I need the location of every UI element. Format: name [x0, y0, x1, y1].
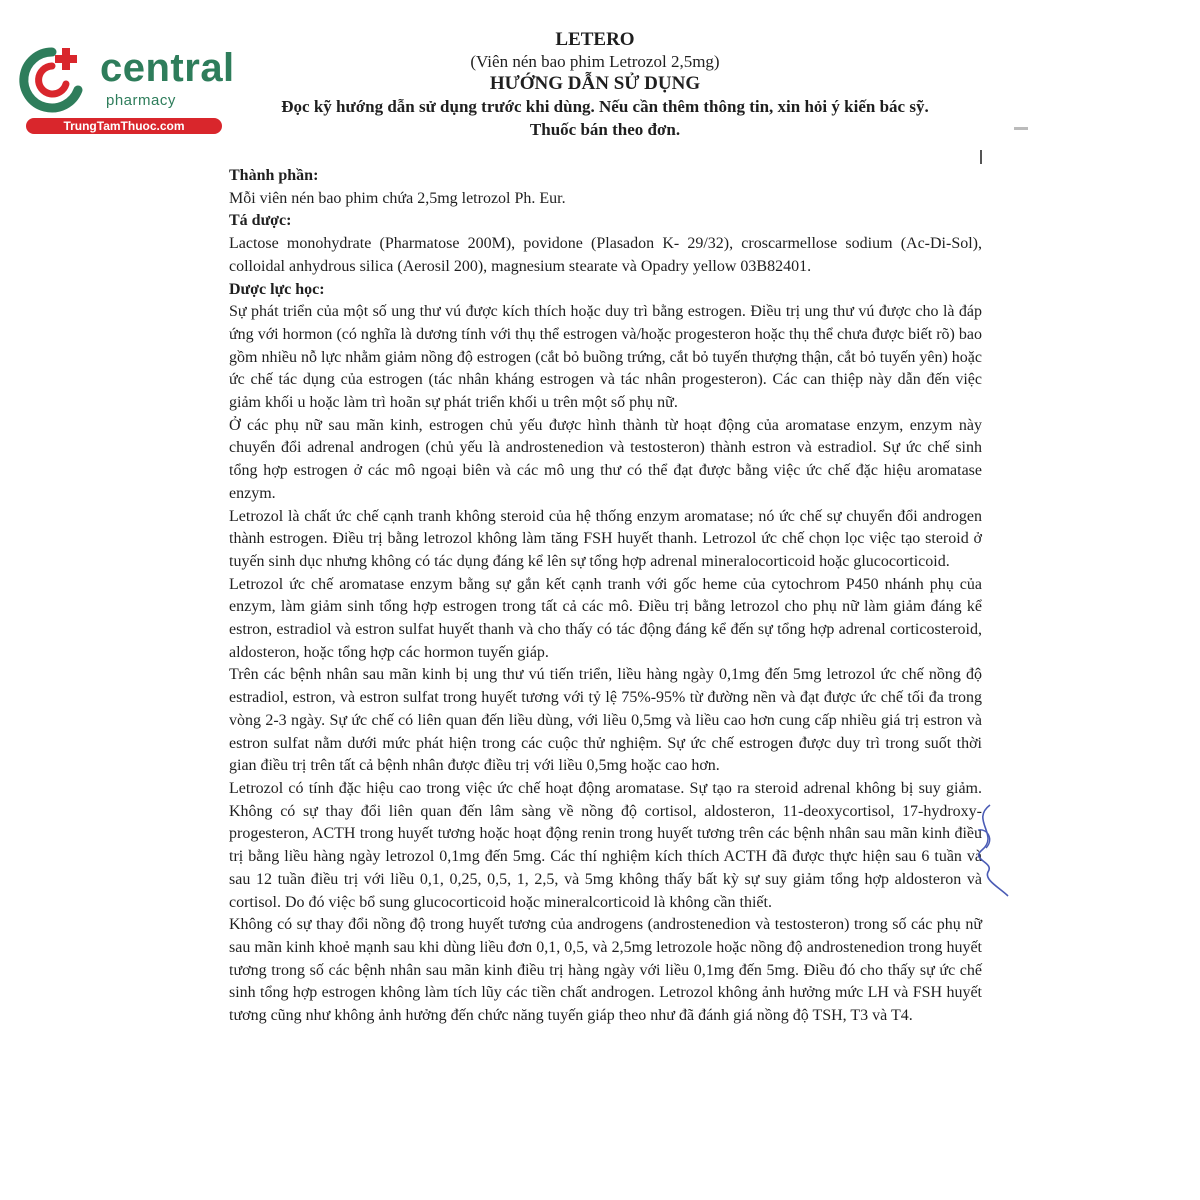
pharmacodynamics-heading: Dược lực học: — [229, 280, 325, 298]
document-header — [0, 28, 1200, 141]
excipients-heading: Tá dược: — [229, 212, 292, 230]
signature-mark — [960, 800, 1010, 910]
product-subtitle: (Viên nén bao phim Letrozol 2,5mg) — [470, 52, 720, 71]
paragraph: Letrozol là chất ức chế cạnh tranh không steroid của hệ thống enzym aromatase; nó ức chế sự chuyển đổi androgen thành estrogen. Điều trị bằng letrozol không làm tăng FSH huyết thanh. Letrozol ức chế chọn lọc việc tạo steroid ở tuyến sinh dục nhưng không có tác dụng đáng kể lên sự tổng hợp adrenal mineralocorticoid hoặc glucocorticoid. — [229, 507, 982, 570]
paragraph: Sự phát triển của một số ung thư vú được kích thích hoặc duy trì bằng estrogen. Điều trị ung thư vú được cho là đáp ứng với hormon (có nghĩa là dương tính với thụ thể estrogen và/hoặc progesteron hoặc thụ thể chưa được biết rõ) bao gồm nhiều nỗ lực nhằm giảm nồng độ estrogen (cắt bỏ buồng trứng, cắt bỏ tuyến thượng thận, cắt bỏ tuyến yên) hoặc ức chế tác dụng của estrogen (tác nhân kháng estrogen và tác nhân progesteron). Các can thiệp này dẫn đến việc giảm khối u hoặc làm trì hoãn sự phát triển khối u trên một số phụ nữ. — [229, 303, 982, 412]
excipients-text: Lactose monohydrate (Pharmatose 200M), povidone (Plasadon K- 29/32), croscarmellose sodium (Ac-Di-Sol), colloidal anhydrous silica (Aerosil 200), magnesium stearate và Opadry yellow 03B82401. — [229, 235, 982, 275]
paragraph: Letrozol ức chế aromatase enzym bằng sự gắn kết cạnh tranh với gốc heme của cytochrom P450 nhánh phụ của enzym, làm giảm sinh tổng hợp estrogen trong tất cả các mô. Điều trị bằng letrozol cho phụ nữ làm giảm đáng kể estron, estradiol và estron sulfat huyết thanh và cho thấy có tác động đáng kể đến sự tổng hợp adrenal corticosteroid, aldosteron, hoặc tổng hợp các hormon tuyến giáp. — [229, 575, 982, 661]
brand-name: central — [100, 46, 235, 90]
scan-mark — [978, 150, 984, 164]
paragraph: Letrozol có tính đặc hiệu cao trong việc ức chế hoạt động aromatase. Sự tạo ra steroid adrenal không bị suy giảm. Không có sự thay đổi liên quan đến lâm sàng về nồng độ cortisol, aldosteron, 11-deoxycortisol, 17-hydroxy-progesteron, ACTH trong huyết tương hoặc hoạt động renin trong huyết tương trên các bệnh nhân sau mãn kinh điều trị bằng liều hàng ngày letrozol 0,1mg đến 5mg. Các thí nghiệm kích thích ACTH đã được thực hiện sau 6 tuần và sau 12 tuần điều trị với liều 0,1, 0,25, 0,5, 1, 2,5, và 5mg không thấy bất kỳ sự suy giảm tổng hợp aldosteron và cortisol. Do đó việc bổ sung glucocorticoid hoặc mineralcorticoid là không cần thiết. — [229, 779, 982, 911]
scan-mark — [1014, 127, 1028, 130]
product-title: LETERO — [555, 29, 635, 50]
brand-subtitle: pharmacy — [106, 92, 176, 109]
reading-warning: Đọc kỹ hướng dẫn sử dụng trước khi dùng. Nếu cần thêm thông tin, xin hỏi ý kiến bác sỹ. — [281, 97, 929, 116]
composition-heading: Thành phần: — [229, 167, 319, 184]
paragraph: Không có sự thay đổi nồng độ trong huyết tương của androgens (androstenedion và testosteron) trong số các phụ nữ sau mãn kinh khoẻ mạnh sau khi dùng liều đơn 0,1, 0,5, và 2,5mg letrozole hoặc nồng độ androstenedion trong huyết tương trong số các bệnh nhân sau mãn kinh điều trị hàng ngày với liều 0,1mg đến 5mg. Điều đó cho thấy sự ức chế sinh tổng hợp estrogen không làm tích lũy các tiền chất androgen. Letrozol không ảnh hưởng mức LH và FSH huyết tương cũng như không ảnh hưởng đến chức năng tuyến giáp theo như đã đánh giá nồng độ TSH, T3 và T4. — [229, 916, 982, 1025]
paragraph: Trên các bệnh nhân sau mãn kinh bị ung thư vú tiến triển, liều hàng ngày 0,1mg đến 5mg letrozol ức chế nồng độ estradiol, estron, và estron sulfat trong huyết tương với tỷ lệ 75%-95% từ đường nền và đạt được ức chế tối đa trong vòng 2-3 ngày. Sự ức chế có liên quan đến liều dùng, với liều 0,5mg và liều cao hơn cung cấp nhiều giá trị estron và estron sulfat nằm dưới mức phát hiện trong các cuộc thử nghiệm. Sự ức chế estrogen được duy trì trong suốt thời gian điều trị trên tất cả bệnh nhân được điều trị với liều 0,5mg hoặc cao hơn. — [229, 666, 982, 775]
document-body — [229, 165, 982, 1028]
paragraph: Ở các phụ nữ sau mãn kinh, estrogen chủ yếu được hình thành từ hoạt động của aromatase enzym, enzym này chuyển đổi adrenal androgen (chủ yếu là androstenedion và testosteron) thành estron và estradiol. Sự ức chế sinh tổng hợp estrogen ở các mô ngoại biên và các mô ung thư có thể đạt được bằng việc ức chế đặc hiệu aromatase enzym. — [229, 416, 982, 502]
composition-text: Mỗi viên nén bao phim chứa 2,5mg letrozol Ph. Eur. — [229, 189, 566, 207]
usage-guide-heading: HƯỚNG DẪN SỬ DỤNG — [489, 73, 701, 94]
brand-url: TrungTamThuoc.com — [26, 118, 222, 134]
prescription-note: Thuốc bán theo đơn. — [529, 120, 681, 139]
